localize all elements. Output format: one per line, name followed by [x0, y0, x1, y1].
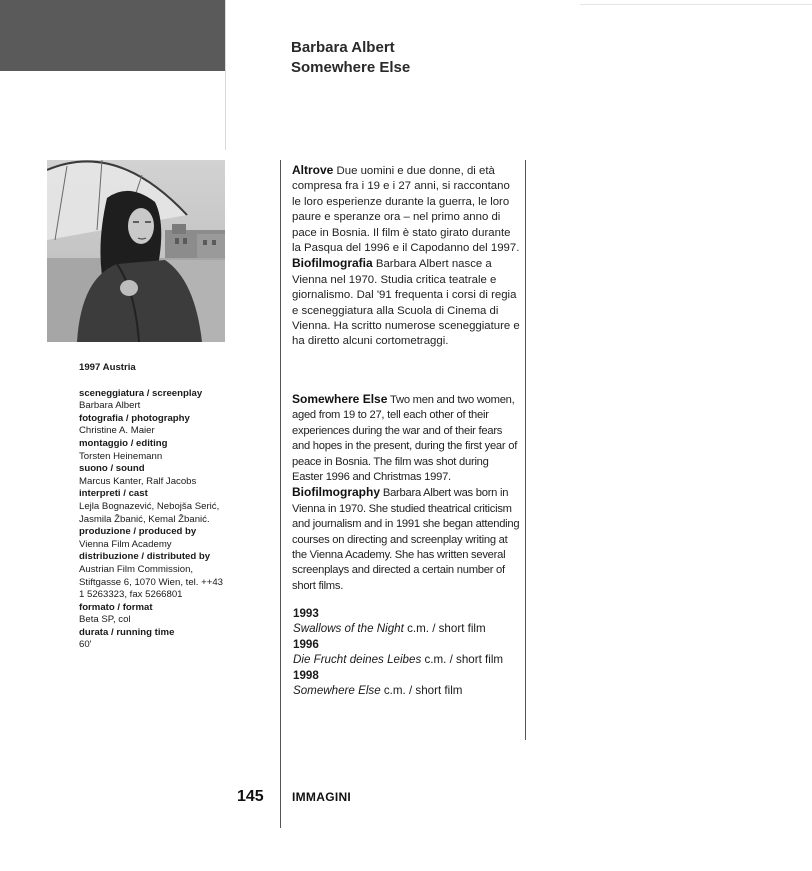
synopsis-body: Two men and two women, aged from 19 to 27, tell each other of their experiences during the war and of their fears and hopes in the present, during the first year of peace in Bosnia. The film was shot during Easter 1996 and Christmas 1997.	[292, 394, 518, 484]
credit-editing	[79, 438, 279, 463]
credit-label: distribuzione / distributed by	[79, 551, 211, 563]
director-photo	[47, 160, 225, 342]
biofilmografia-heading: Biofilmografia	[292, 256, 373, 271]
film-year: 1993	[293, 607, 319, 620]
credit-sound	[79, 463, 279, 488]
film-title: Somewhere Else	[291, 59, 411, 76]
credit-value: Torsten Heinemann	[79, 450, 163, 462]
filmography-entry	[293, 637, 521, 668]
top-divider	[225, 0, 226, 150]
credit-screenplay	[79, 388, 279, 413]
credit-value: Beta SP, col	[79, 614, 131, 626]
header-gray-block	[0, 0, 225, 71]
biofilmografia-paragraph	[292, 256, 520, 349]
year-country: 1997 Austria	[79, 362, 136, 373]
film-year: 1998	[293, 668, 319, 682]
credit-label: suono / sound	[79, 463, 145, 475]
director-name: Barbara Albert	[291, 39, 395, 56]
film-note: c.m. / short film	[424, 653, 504, 667]
film-title: Die Frucht deines Leibes	[293, 653, 422, 667]
credit-running-time	[79, 627, 279, 652]
credit-label: formato / format	[79, 601, 153, 613]
film-line	[293, 652, 521, 667]
film-note: c.m. / short film	[407, 622, 486, 636]
film-line	[293, 621, 521, 636]
filmography-entry	[293, 606, 521, 637]
english-text	[292, 392, 522, 594]
credit-photography	[79, 413, 279, 438]
credit-distributed-by	[79, 551, 279, 601]
credit-label: durata / running time	[79, 626, 175, 638]
film-title: Somewhere Else	[293, 684, 381, 698]
credit-value: 60'	[79, 639, 92, 651]
film-title: Swallows of the Night	[293, 622, 404, 636]
credit-value: Christine A. Maier	[79, 425, 155, 437]
column-divider-left	[280, 160, 281, 828]
section-name: IMMAGINI	[292, 790, 352, 804]
film-note: c.m. / short film	[383, 684, 463, 698]
top-rule	[580, 4, 812, 5]
film-year: 1996	[293, 637, 319, 651]
synopsis-heading: Somewhere Else	[292, 392, 388, 406]
film-line	[293, 683, 521, 698]
page-header	[291, 38, 410, 78]
biofilmography-heading: Biofilmography	[292, 485, 381, 500]
column-divider-right	[525, 160, 526, 740]
credit-format	[79, 602, 279, 627]
page-number: 145	[237, 788, 264, 805]
credit-produced-by	[79, 526, 279, 551]
credit-value: Lejla Bognazević, Nebojša Serić, Jasmila Žbanić, Kemal Žbanić.	[79, 500, 220, 525]
credit-label: sceneggiatura / screenplay	[79, 387, 203, 399]
filmography-list	[293, 606, 521, 698]
altrove-paragraph	[292, 163, 520, 256]
biofilmography-body: Barbara Albert was born in Vienna in 1970. She studied theatrical criticism and journalism and in 1991 she began attending courses on directing and screenplay writing at the Vienna Academy. She has written several screenplays and directed a certain number of short films.	[292, 487, 520, 592]
synopsis-paragraph	[292, 392, 522, 485]
credit-value: Marcus Kanter, Ralf Jacobs	[79, 475, 197, 487]
italian-text	[292, 163, 520, 350]
credit-value: Vienna Film Academy	[79, 538, 172, 550]
credit-value: Barbara Albert	[79, 400, 141, 412]
credit-label: fotografia / photography	[79, 412, 190, 424]
biofilmography-paragraph	[292, 485, 522, 594]
biofilmografia-body: Barbara Albert nasce a Vienna nel 1970. Studia critica teatrale e giornalismo. Dal '91 frequenta i corsi di regia e sceneggiatura alla Scuola di Cinema di Vienna. Ha scritto numerose sceneggiature e ha diretto alcuni cortometraggi.	[292, 258, 520, 348]
altrove-body: Due uomini e due donne, di età compresa fra i 19 e i 27 anni, si raccontano le loro esperienze durante la guerra, le loro paure e speranze ora – nel primo anno di pace in Bosnia. Il film è stato girato durante la Pasqua del 1996 e il Capodanno del 1997.	[292, 165, 520, 255]
credit-value: Austrian Film Commission, Stiftgasse 6, 1070 Wien, tel. ++43 1 5263323, fax 5266801	[79, 563, 223, 601]
filmography-entry	[293, 668, 521, 699]
altrove-heading: Altrove	[292, 163, 334, 177]
credit-label: interpreti / cast	[79, 488, 148, 500]
credit-label: montaggio / editing	[79, 437, 168, 449]
credit-label: produzione / produced by	[79, 526, 197, 538]
credits-block	[79, 362, 279, 652]
credit-cast	[79, 488, 279, 526]
